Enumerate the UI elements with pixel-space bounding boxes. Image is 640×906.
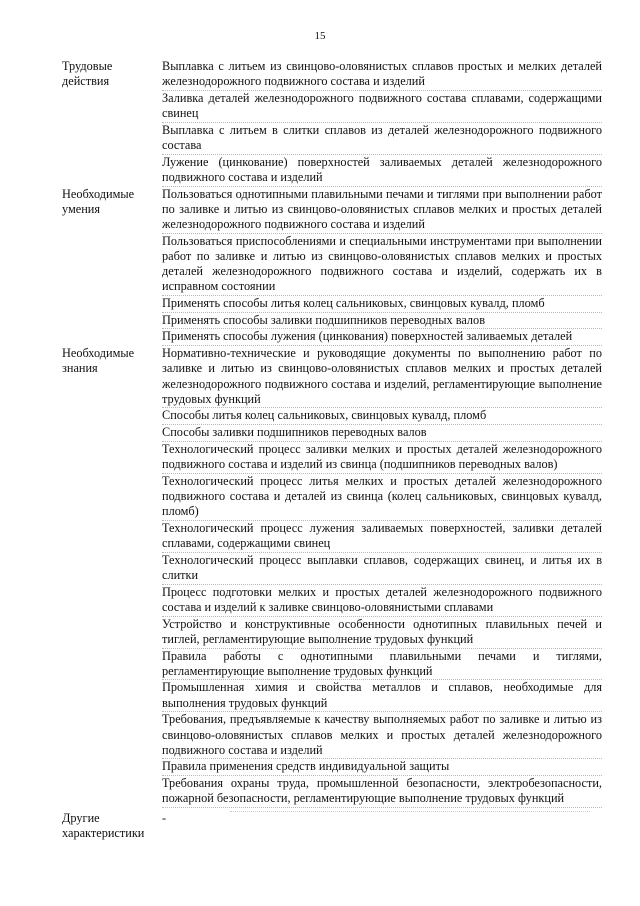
list-item: Применять способы заливки подшипников переводных валов	[162, 313, 602, 330]
list-item: Способы заливки подшипников переводных валов	[162, 425, 602, 442]
list-item: Технологический процесс лужения заливаемых поверхностей, заливки деталей сплавами, содержащими свинец	[162, 521, 602, 553]
list-item: Устройство и конструктивные особенности однотипных плавильных печей и тиглей, регламентирующие выполнение трудовых функций	[162, 617, 602, 649]
list-item: Применять способы лужения (цинкования) поверхностей заливаемых деталей	[162, 329, 602, 346]
section-label: Необходимые умения	[62, 186, 135, 216]
list-item: Процесс подготовки мелких и простых деталей железнодорожного подвижного состава и изделий к заливке свинцово-оловянистыми сплавами	[162, 585, 602, 617]
list-item: Требования охраны труда, промышленной безопасности, электробезопасности, пожарной безопасности, регламентирующие выполнение трудовых функций	[162, 776, 602, 808]
section-label: Другие характеристики	[62, 811, 145, 841]
list-item: Правила работы с однотипными плавильными печами и тиглями, регламентирующие выполнение трудовых функций	[162, 649, 602, 681]
list-item: Технологический процесс выплавки сплавов, содержащих свинец, и литья их в слитки	[162, 553, 602, 585]
list-item: Нормативно-технические и руководящие документы по выполнению работ по заливке и литью из свинцово-оловянистых сплавов мелких и простых деталей железнодорожного подвижного состава и изделий, регламентирующие выполнение трудовых функций	[162, 346, 602, 408]
list-item: Требования, предъявляемые к качеству выполняемых работ по заливке и литью из свинцово-оловянистых сплавов мелких и простых деталей железнодорожного подвижного состава и изделий	[162, 712, 602, 759]
section-items	[162, 59, 602, 187]
list-item: -	[162, 811, 167, 826]
list-item: Пользоваться однотипными плавильными печами и тиглями при выполнении работ по заливке и литью из свинцово-оловянистых сплавов мелких и простых деталей железнодорожного подвижного состава и изделий	[162, 187, 602, 234]
list-item: Способы литья колец сальниковых, свинцовых кувалд, пломб	[162, 408, 602, 425]
list-item: Правила применения средств индивидуальной защиты	[162, 759, 602, 776]
list-item: Технологический процесс литья мелких и простых деталей железнодорожного подвижного состава и деталей из свинца (колец сальниковых, свинцовых кувалд, пломб)	[162, 474, 602, 521]
section-items	[162, 811, 602, 826]
characteristics-table	[62, 59, 602, 841]
section-labor-actions	[62, 59, 602, 187]
section-items	[162, 346, 602, 808]
list-item: Заливка деталей железнодорожного подвижного состава сплавами, содержащими свинец	[162, 91, 602, 123]
list-item: Технологический процесс заливки мелких и простых деталей железнодорожного подвижного состава и изделий из свинца (подшипников переводных валов)	[162, 442, 602, 474]
list-item: Выплавка с литьем из свинцово-оловянистых сплавов простых и мелких деталей железнодорожного подвижного состава и изделий	[162, 59, 602, 91]
list-item: Пользоваться приспособлениями и специальными инструментами при выполнении работ по заливке и литью из свинцово-оловянистых сплавов мелких и простых деталей железнодорожного подвижного состава и изделий, содержать их в исправном состоянии	[162, 234, 602, 296]
section-required-skills	[62, 187, 602, 347]
section-other-characteristics	[62, 811, 602, 841]
section-items	[162, 187, 602, 347]
page-number: 15	[314, 30, 326, 42]
bottom-rule	[230, 811, 590, 812]
section-label: Необходимые знания	[62, 346, 135, 376]
list-item: Применять способы литья колец сальниковых, свинцовых кувалд, пломб	[162, 296, 602, 313]
section-required-knowledge	[62, 346, 602, 808]
section-label: Трудовые действия	[62, 59, 113, 89]
list-item: Промышленная химия и свойства металлов и сплавов, необходимые для выполнения трудовых функций	[162, 680, 602, 712]
list-item: Лужение (цинкование) поверхностей заливаемых деталей железнодорожного подвижного состава и изделий	[162, 155, 602, 187]
list-item: Выплавка с литьем в слитки сплавов из деталей железнодорожного подвижного состава	[162, 123, 602, 155]
